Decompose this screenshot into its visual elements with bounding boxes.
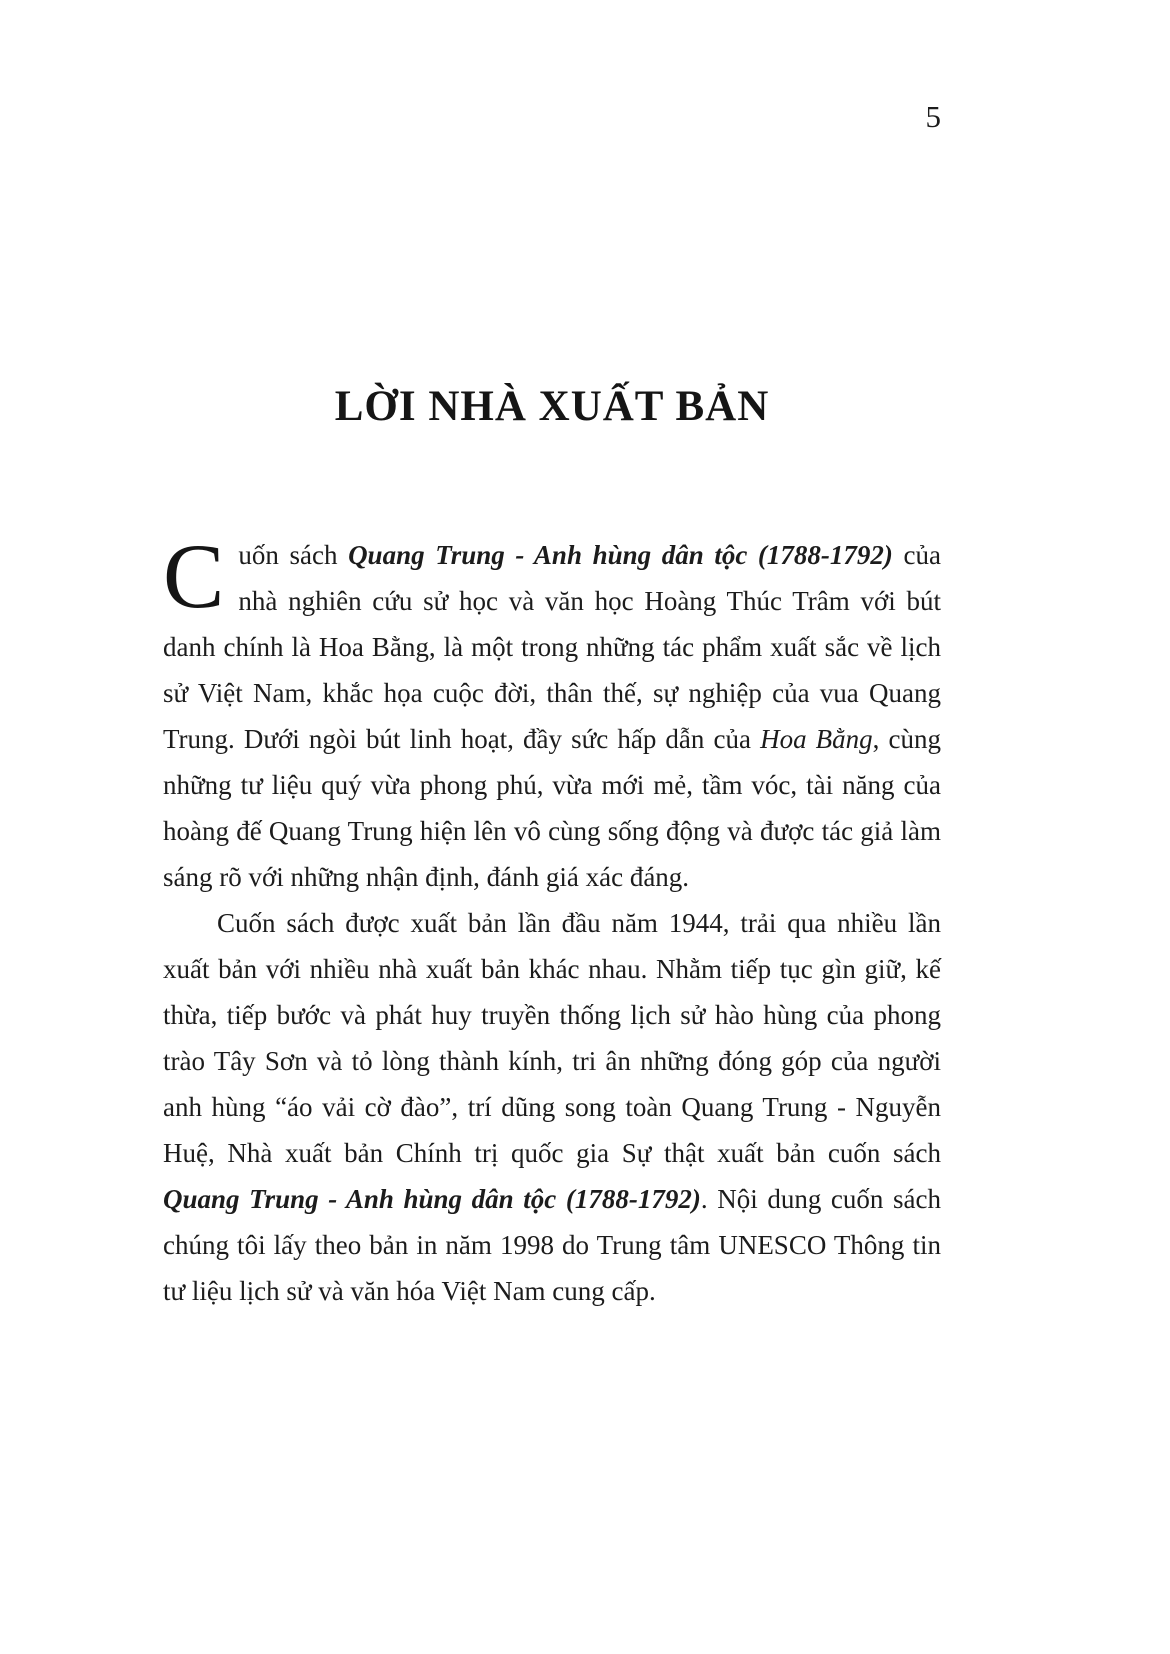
paragraph-2 xyxy=(163,900,941,1314)
chapter-title: LỜI NHÀ XUẤT BẢN xyxy=(334,383,770,430)
page-number: 5 xyxy=(925,99,941,134)
pen-name-emphasis: Hoa Bằng xyxy=(760,724,873,754)
paragraph-1-lead: uốn sách xyxy=(238,540,349,570)
dropcap-letter: C xyxy=(163,525,225,627)
text-column xyxy=(163,0,941,1314)
paragraph-1-after-title: của nhà nghiên cứu sử học và văn học Hoàng Thúc Trâm với bút danh chính là Hoa Bằng, là một trong những tác phẩm xuất sắc về lịch sử Việt Nam, khắc họa cuộc đời, thân thế, sự nghiệp của vua Quang Trung. Dưới ngòi bút linh hoạt, đầy sức hấp dẫn của xyxy=(163,540,941,754)
body-text xyxy=(163,525,942,1314)
book-title-emphasis: Quang Trung - Anh hùng dân tộc (1788-1792) xyxy=(348,540,893,570)
paragraph-2-lead: Cuốn sách được xuất bản lần đầu năm 1944, trải qua nhiều lần xuất bản với nhiều nhà xuất bản khác nhau. Nhằm tiếp tục gìn giữ, kế thừa, tiếp bước và phát huy truyền thống lịch sử hào hùng của phong trào Tây Sơn và tỏ lòng thành kính, tri ân những đóng góp của người anh hùng “áo vải cờ đào”, trí dũng song toàn Quang Trung - Nguyễn Huệ, Nhà xuất bản Chính trị quốc gia Sự thật xuất bản cuốn sách xyxy=(163,908,941,1168)
paragraph-2-tail: . Nội dung cuốn sách chúng tôi lấy theo bản in năm 1998 do Trung tâm UNESCO Thông tin tư liệu lịch sử và văn hóa Việt Nam cung cấp. xyxy=(163,1184,941,1306)
paragraph-1 xyxy=(163,525,942,900)
book-title-emphasis-2: Quang Trung - Anh hùng dân tộc (1788-1792) xyxy=(163,1184,701,1214)
paragraph-1-tail: , cùng những tư liệu quý vừa phong phú, vừa mới mẻ, tầm vóc, tài năng của hoàng đế Quang Trung hiện lên vô cùng sống động và được tác giả làm sáng rõ với những nhận định, đánh giá xác đáng. xyxy=(163,724,942,892)
